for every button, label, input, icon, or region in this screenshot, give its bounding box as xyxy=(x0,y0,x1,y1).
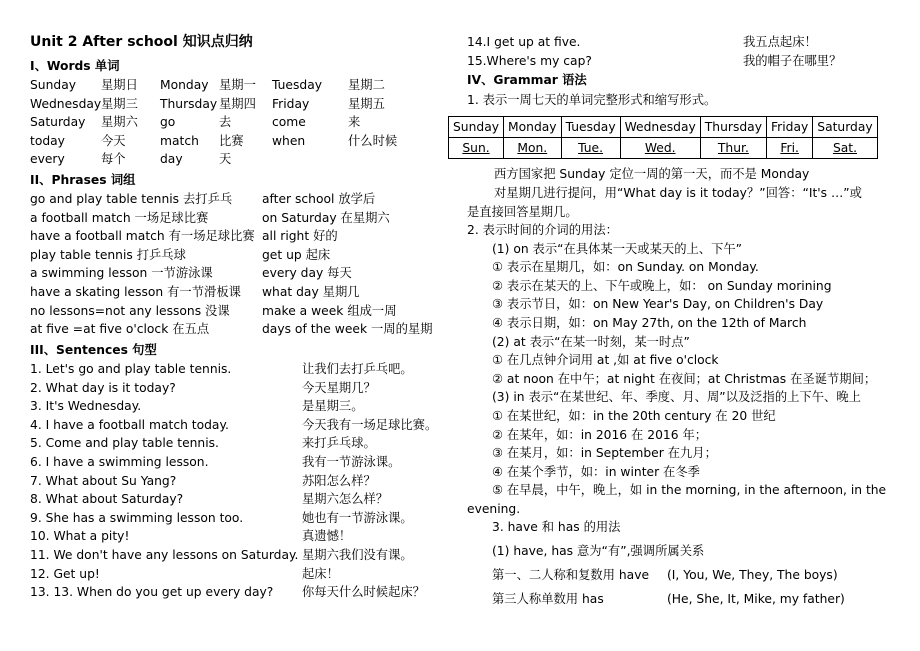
phrase-item: on Saturday 在星期六 xyxy=(262,210,390,225)
day-full: Friday xyxy=(766,117,812,138)
word-cell: Monday xyxy=(160,78,209,92)
sentence-english: 5. Come and play table tennis. xyxy=(30,436,219,451)
sentence-chinese: 我五点起床！ xyxy=(743,35,817,49)
word-cell: Tuesday xyxy=(272,78,323,92)
in-usage-item: ⑤ 在早晨，中午，晚上，如 in the morning, in the afternoon, in the xyxy=(492,483,887,498)
phrase-item: go and play table tennis 去打乒乓 xyxy=(30,192,233,206)
sentence-chinese: 让我们去打乒乓吧。 xyxy=(302,362,413,376)
word-cell: come xyxy=(272,115,306,130)
day-abbr: Wed. xyxy=(620,138,700,159)
sentences-heading: III、Sentences 句型 xyxy=(30,343,157,357)
sentence-english: 12. Get up! xyxy=(30,566,100,581)
days-table xyxy=(448,116,878,159)
word-cell: 今天 xyxy=(101,133,126,148)
sentence-english: 13. 13. When do you get up every day? xyxy=(30,585,274,600)
phrase-item: have a football match 有一场足球比赛 xyxy=(30,229,255,244)
sentence-english: 4. I have a football match today. xyxy=(30,417,229,432)
have-usage-item: (He, She, It, Mike, my father) xyxy=(667,592,845,606)
day-abbr: Mon. xyxy=(504,138,562,159)
day-abbr: Thur. xyxy=(700,138,766,159)
sentence-english: 14.I get up at five. xyxy=(467,35,581,49)
word-cell: 星期一 xyxy=(219,78,256,92)
on-usage-item: ④ 表示日期，如：on May 27th, on the 12th of March xyxy=(492,315,807,330)
word-cell: 来 xyxy=(348,115,361,130)
sentence-english: 8. What about Saturday? xyxy=(30,492,184,507)
have-usage-item: 第一、二人称和复数用 have xyxy=(492,568,650,582)
word-cell: 星期六 xyxy=(101,115,138,130)
phrase-item: get up 起床 xyxy=(262,247,331,262)
grammar-heading: IV、Grammar 语法 xyxy=(467,73,587,87)
sentence-chinese: 星期六怎么样？ xyxy=(302,492,389,507)
day-full: Saturday xyxy=(813,117,877,138)
grammar-1-title: 1. 表示一周七天的单词完整形式和缩写形式。 xyxy=(467,93,717,107)
word-cell: go xyxy=(160,115,176,130)
word-cell: 每个 xyxy=(101,152,126,167)
day-full: Sunday xyxy=(449,117,504,138)
sentence-chinese: 星期六我们没有课。 xyxy=(302,548,413,562)
sentence-chinese: 她也有一节游泳课。 xyxy=(302,510,413,525)
word-cell: 去 xyxy=(219,115,232,130)
phrase-item: a swimming lesson 一节游泳课 xyxy=(30,266,213,281)
sentence-english: 6. I have a swimming lesson. xyxy=(30,455,209,469)
sentence-chinese: 我有一节游泳课。 xyxy=(302,455,401,469)
have-usage-title: (1) have, has 意为“有”,强调所属关系 xyxy=(492,544,705,558)
word-cell: today xyxy=(30,133,65,148)
word-cell: every xyxy=(30,152,65,167)
sentence-chinese: 今天星期几？ xyxy=(302,380,376,395)
word-cell: 星期日 xyxy=(101,78,138,92)
day-full: Tuesday xyxy=(561,117,620,138)
word-cell: 星期五 xyxy=(348,96,385,111)
sentence-english: 11. We don't have any lessons on Saturday. xyxy=(30,548,299,562)
sentence-english: 15.Where's my cap? xyxy=(467,53,592,68)
have-usage-item: 第三人称单数用 has xyxy=(492,592,604,606)
day-full: Thursday xyxy=(700,117,766,138)
word-cell: 天 xyxy=(219,152,232,167)
in-usage-item: ③ 在某月，如：in September 在九月； xyxy=(492,446,717,461)
phrase-item: play table tennis 打乒乓球 xyxy=(30,247,186,262)
word-cell: 星期四 xyxy=(219,96,256,111)
sentence-english: 10. What a pity! xyxy=(30,529,130,544)
day-abbr: Tue. xyxy=(561,138,620,159)
on-usage-item: ② 表示在某天的上、下午或晚上，如： on Sunday morining xyxy=(492,278,832,293)
phrase-item: what day 星期几 xyxy=(262,285,360,299)
in-usage-item: ④ 在某个季节，如：in winter 在冬季 xyxy=(492,464,700,479)
have-usage-item: (I, You, We, They, The boys) xyxy=(667,568,838,582)
word-cell: Saturday xyxy=(30,115,86,130)
sentence-chinese: 是星期三。 xyxy=(302,399,364,414)
word-cell: 星期二 xyxy=(348,78,385,92)
paragraph: 西方国家把 Sunday 定位一周的第一天，而不是 Monday xyxy=(494,167,810,181)
sentence-chinese: 今天我有一场足球比赛。 xyxy=(302,417,438,432)
phrase-item: make a week 组成一周 xyxy=(262,303,397,318)
at-usage-item: ① 在几点钟介词用 at ,如 at five o'clock xyxy=(492,353,719,367)
in-usage-wrap: evening. xyxy=(467,502,521,516)
on-usage-title: (1) on 表示“在具体某一天或某天的上、下午” xyxy=(492,242,743,256)
word-cell: Friday xyxy=(272,96,310,111)
phrase-item: no lessons=not any lessons 没课 xyxy=(30,303,230,318)
word-cell: match xyxy=(160,133,199,148)
paragraph: 对星期几进行提问，用“What day is it today？”回答：“It's …”或 xyxy=(494,186,862,200)
sentence-chinese: 真遗憾！ xyxy=(302,529,352,544)
phrase-item: all right 好的 xyxy=(262,229,338,244)
in-usage-item: ② 在某年，如：in 2016 在 2016 年； xyxy=(492,427,708,442)
sentence-english: 9. She has a swimming lesson too. xyxy=(30,510,244,525)
in-usage-item: ① 在某世纪，如：in the 20th century 在 20 世纪 xyxy=(492,409,776,423)
paragraph: 是直接回答星期几。 xyxy=(467,205,578,219)
day-abbr: Fri. xyxy=(766,138,812,159)
day-full: Wednesday xyxy=(620,117,700,138)
word-cell: when xyxy=(272,133,306,148)
in-usage-title: (3) in 表示“在某世纪、年、季度、月、周”以及泛指的上下午、晚上 xyxy=(492,390,861,404)
word-cell: Wednesday xyxy=(30,96,102,111)
word-cell: 星期三 xyxy=(101,96,138,111)
word-cell: day xyxy=(160,152,183,167)
sentence-chinese: 我的帽子在哪里？ xyxy=(743,53,842,68)
word-cell: 什么时候 xyxy=(348,133,398,148)
day-abbr: Sat. xyxy=(813,138,877,159)
phrase-item: a football match 一场足球比赛 xyxy=(30,210,209,225)
words-heading: I、Words 单词 xyxy=(30,59,120,73)
sentence-chinese: 起床！ xyxy=(302,566,339,581)
on-usage-item: ① 表示在星期几，如：on Sunday. on Monday. xyxy=(492,260,759,274)
sentence-english: 3. It's Wednesday. xyxy=(30,399,142,414)
page-title: Unit 2 After school 知识点归纳 xyxy=(30,34,253,50)
day-full: Monday xyxy=(504,117,562,138)
word-cell: Sunday xyxy=(30,78,77,92)
at-usage-item: ② at noon 在中午；at night 在夜间；at Christmas 在圣诞节期间； xyxy=(492,371,877,386)
word-cell: Thursday xyxy=(160,96,218,111)
on-usage-item: ③ 表示节日，如：on New Year's Day, on Children's Day xyxy=(492,297,824,312)
sentence-chinese: 苏阳怎么样？ xyxy=(302,473,376,488)
word-cell: 比赛 xyxy=(219,133,244,148)
sentence-chinese: 来打乒乓球。 xyxy=(302,436,376,451)
sentence-english: 7. What about Su Yang? xyxy=(30,473,177,488)
phrase-item: every day 每天 xyxy=(262,266,352,281)
phrase-item: have a skating lesson 有一节滑板课 xyxy=(30,285,241,299)
day-abbr: Sun. xyxy=(449,138,504,159)
sentence-english: 1. Let's go and play table tennis. xyxy=(30,362,232,376)
at-usage-title: (2) at 表示“在某一时刻，某一时点” xyxy=(492,335,690,349)
phrase-item: days of the week 一周的星期 xyxy=(262,322,433,337)
sentence-english: 2. What day is it today? xyxy=(30,380,176,395)
grammar-2-title: 2. 表示时间的介词的用法： xyxy=(467,223,618,237)
phrase-item: at five =at five o'clock 在五点 xyxy=(30,322,210,337)
phrases-heading: II、Phrases 词组 xyxy=(30,173,136,187)
sentence-chinese: 你每天什么时候起床？ xyxy=(302,585,425,600)
grammar-3-title: 3. have 和 has 的用法 xyxy=(492,520,621,534)
phrase-item: after school 放学后 xyxy=(262,192,376,206)
